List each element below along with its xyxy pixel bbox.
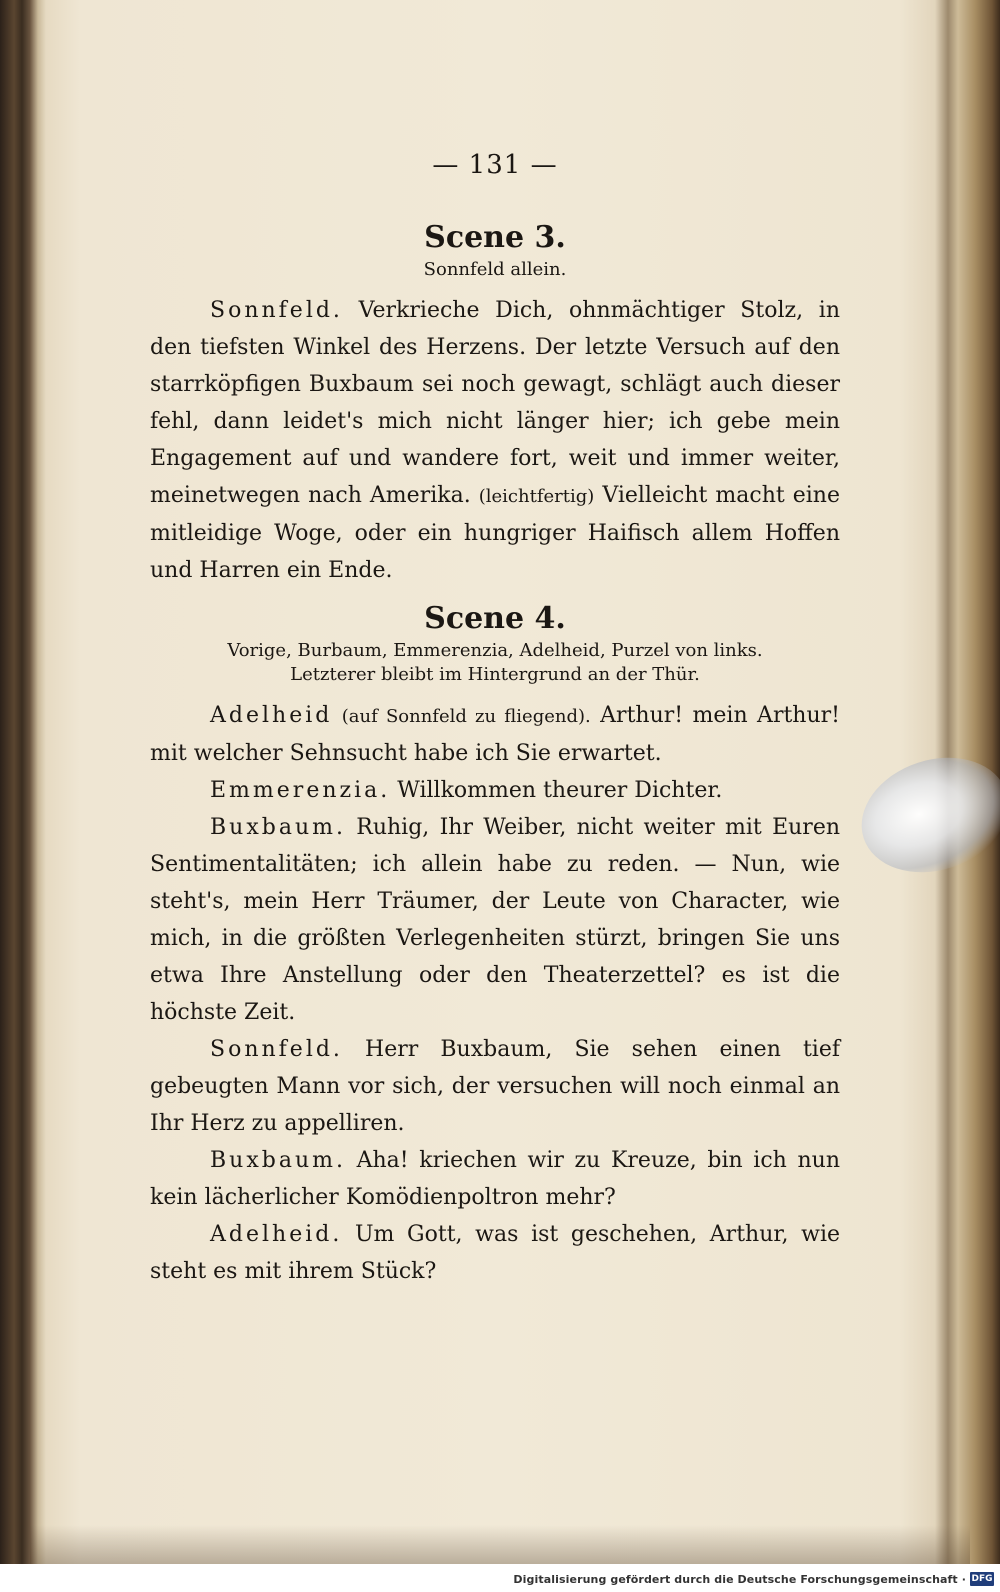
dialogue-line	[150, 1142, 840, 1216]
scene-3-cast: Sonnfeld allein.	[423, 259, 567, 280]
dialogue-line	[150, 772, 840, 809]
speaker-name: Buxbaum.	[210, 1148, 346, 1173]
speaker-name: Adelheid	[210, 703, 333, 728]
speech-text: Aha! kriechen wir zu Kreuze, bin ich nun kein lächerlicher Komödienpoltron mehr?	[150, 1148, 840, 1210]
speech-text: Vielleicht macht eine mitleidige Woge, oder ein hungriger Haifisch allem Hoffen und Harren ein Ende.	[150, 483, 840, 583]
speech-text: Um Gott, was ist geschehen, Arthur, wie steht es mit ihrem Stück?	[150, 1222, 840, 1284]
speech-text: Verkrieche Dich, ohnmächtiger Stolz, in den tiefsten Winkel des Herzens. Der letzte Versuch auf den starrköpfigen Buxbaum sei noch gewagt, schlägt auch dieser fehl, dann leidet's mich nicht länger hier; ich gebe mein Engagement auf und wandere fort, weit und immer weiter, meinetwegen nach Amerika.	[150, 298, 840, 508]
scene-3-monologue	[150, 292, 840, 589]
dialogue-line	[150, 1031, 840, 1142]
speaker-name: Sonnfeld.	[210, 298, 343, 323]
dfg-logo-icon: DFG	[971, 1574, 993, 1584]
scene-3-heading: Scene 3.	[424, 220, 566, 255]
dialogue-line	[150, 809, 840, 1031]
stage-direction: (leichtfertig)	[478, 486, 595, 507]
scene-4-cast-line-2: Letzterer bleibt im Hintergrund an der Thür.	[290, 664, 700, 685]
dialogue-line	[150, 1216, 840, 1290]
footer-credit: Digitalisierung gefördert durch die Deutsche Forschungsgemeinschaft ·	[513, 1573, 966, 1586]
footer-bar	[0, 1564, 1000, 1592]
scene-4-heading: Scene 4.	[424, 601, 566, 636]
speech-text: Arthur! mein Arthur! mit welcher Sehnsucht habe ich Sie erwartet.	[150, 703, 840, 766]
speech-text: Ruhig, Ihr Weiber, nicht weiter mit Euren Sentimentalitäten; ich allein habe zu reden. — Nun, wie steht's, mein Herr Träumer, der Leute von Character, wie mich, in die größten Verlegenheiten stürzt, bringen Sie uns etwa Ihre Anstellung oder den Theaterzettel? es ist die höchste Zeit.	[150, 815, 841, 1025]
speaker-name: Buxbaum.	[210, 815, 346, 840]
scene-4-cast-line-1: Vorige, Burbaum, Emmerenzia, Adelheid, Purzel von links.	[227, 640, 763, 661]
speech-text: Willkommen theurer Dichter.	[397, 778, 723, 803]
speaker-name: Emmerenzia.	[210, 778, 391, 803]
page-shadow	[30, 1525, 970, 1565]
speaker-name: Sonnfeld.	[210, 1037, 343, 1062]
stage-direction: (auf Sonnfeld zu fliegend).	[341, 706, 591, 727]
speaker-name: Adelheid.	[210, 1222, 343, 1247]
page-number: — 131 —	[432, 150, 558, 180]
dialogue-line	[150, 697, 840, 772]
speech-text: Herr Buxbaum, Sie sehen einen tief gebeugten Mann vor sich, der versuchen will noch einmal an Ihr Herz zu appelliren.	[150, 1037, 840, 1136]
page-text	[150, 150, 840, 1290]
